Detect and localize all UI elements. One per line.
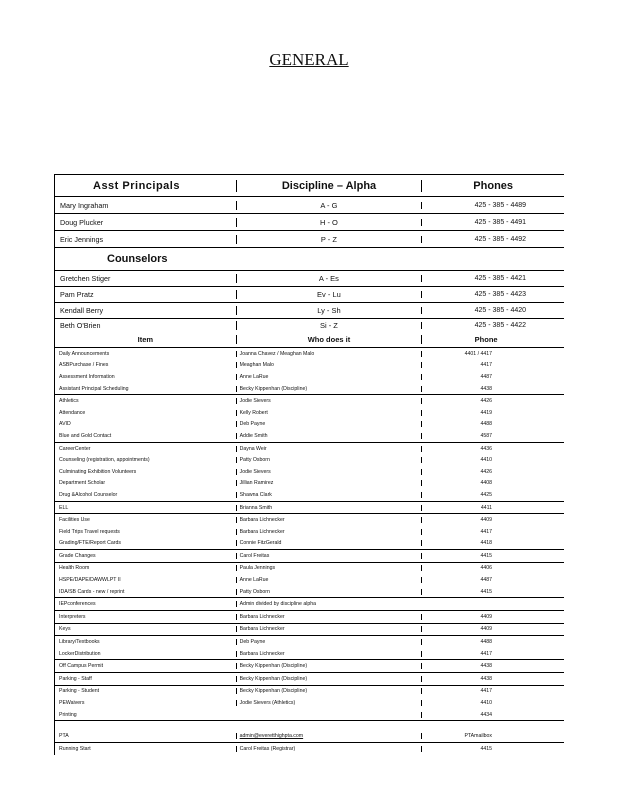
item-group [54, 623, 564, 636]
item-name: Interpreters [59, 613, 86, 620]
item-phone: 4415 [421, 746, 564, 752]
principal-phone: 425 - 385 - 4491 [421, 219, 564, 226]
item-name: IDA/SB Cards - new / reprint [59, 588, 125, 595]
item-name: Grading/FTE/Report Cards [59, 540, 121, 547]
item-contact: Brianna Smith [236, 505, 422, 511]
counselor-row [54, 286, 564, 302]
item-phone: 4438 [421, 386, 564, 392]
item-name: Running Start [59, 745, 91, 752]
item-contact: Becky Kippenhan (Discipline) [236, 386, 422, 392]
principal-name: Eric Jennings [60, 234, 104, 244]
counselor-phone: 425 - 385 - 4420 [421, 307, 564, 314]
item-name: Culminating Exhibition Volunteers [59, 468, 137, 475]
item-name: Assessment Information [59, 373, 115, 380]
item-name: Daily Announcements [59, 350, 110, 357]
counselor-name: Beth O'Brien [60, 320, 101, 330]
item-contact: Carol Freitas [236, 553, 422, 559]
item-group [54, 672, 564, 685]
item-row [55, 395, 564, 407]
item-row [55, 636, 564, 648]
item-row [55, 686, 564, 698]
item-row [55, 697, 564, 709]
item-name: Printing [59, 711, 77, 718]
principal-phone: 425 - 385 - 4489 [421, 202, 564, 209]
item-contact: Carol Freitas (Registrar) [236, 746, 422, 752]
discipline-range: P - Z [236, 235, 422, 244]
item-phone: 4417 [421, 688, 564, 694]
item-header: Item [137, 334, 154, 344]
item-group [54, 659, 564, 672]
item-contact: Anne LaRue [236, 577, 422, 583]
item-contact: Kelly Robert [236, 410, 422, 416]
phone-header: Phone [421, 335, 564, 344]
counselors-title: Counselors [107, 253, 168, 265]
item-contact: Barbara Lichnecker [236, 517, 422, 523]
item-row [55, 489, 564, 501]
counselor-phone: 425 - 385 - 4421 [421, 275, 564, 282]
item-row [55, 443, 564, 455]
item-phone: 4488 [421, 421, 564, 427]
item-contact: Deb Payne [236, 639, 422, 645]
item-name: IEPconferences [59, 601, 96, 608]
item-row [55, 660, 564, 672]
item-row [55, 371, 564, 383]
item-row [55, 466, 564, 478]
item-phone: 4408 [421, 480, 564, 486]
item-name: HSPE/DAPE/DAWWLPT II [59, 577, 121, 584]
item-name: AVID [59, 421, 71, 428]
item-contact: Patty Osborn [236, 589, 422, 595]
header-asst-principals: Asst Principals [93, 179, 180, 192]
item-group [54, 720, 564, 742]
item-row [55, 454, 564, 466]
item-phone: 4434 [421, 712, 564, 718]
item-group [54, 635, 564, 659]
item-row [55, 430, 564, 442]
item-row [55, 514, 564, 526]
item-phone: 4409 [421, 517, 564, 523]
item-contact: Deb Payne [236, 421, 422, 427]
item-name: Athletics [59, 398, 79, 405]
item-name: Grade Changes [59, 552, 96, 559]
header-discipline: Discipline – Alpha [236, 180, 422, 192]
item-phone: 4436 [421, 446, 564, 452]
item-name: CareerCenter [59, 445, 91, 452]
header-row [54, 174, 564, 196]
item-row [55, 538, 564, 550]
item-table-header [54, 331, 564, 347]
item-phone: 4488 [421, 639, 564, 645]
item-contact: Jodie Sievers [236, 398, 422, 404]
item-row [55, 611, 564, 623]
item-phone: PTAmailbox [421, 733, 564, 739]
item-contact: Patty Osborn [236, 457, 422, 463]
principal-row [54, 230, 564, 247]
item-contact: Jodie Sievers [236, 469, 422, 475]
item-contact: Jillian Ramirez [236, 480, 422, 486]
item-row [55, 586, 564, 598]
item-name: Library/Textbooks [59, 639, 100, 646]
item-name: Field Trips Travel requests [59, 528, 120, 535]
item-phone: 4411 [421, 505, 564, 511]
item-name: Drug &Alcohol Counselor [59, 491, 118, 498]
directory-sheet [54, 174, 564, 755]
item-phone: 4417 [421, 529, 564, 535]
discipline-range: H - O [236, 218, 422, 227]
item-phone: 4587 [421, 433, 564, 439]
item-contact: Anne LaRue [236, 374, 422, 380]
item-row [55, 550, 564, 562]
counselor-row [54, 270, 564, 286]
item-row [55, 730, 564, 742]
item-row [55, 419, 564, 431]
item-contact: Admin divided by discipline alpha [236, 601, 422, 607]
item-phone: 4410 [421, 700, 564, 706]
item-contact: Barbara Lichnecker [236, 614, 422, 620]
counselor-phone: 425 - 385 - 4423 [421, 291, 564, 298]
item-contact: Becky Kippenhan (Discipline) [236, 663, 422, 669]
item-contact: Meaghan Malo [236, 362, 422, 368]
item-row [55, 360, 564, 372]
item-phone: 4417 [421, 362, 564, 368]
item-group [54, 549, 564, 562]
item-contact: Addie Smith [236, 433, 422, 439]
item-phone: 4438 [421, 663, 564, 669]
page-title: GENERAL [269, 50, 349, 69]
item-phone: 4425 [421, 492, 564, 498]
counselors-section-header [54, 247, 564, 270]
item-row [55, 502, 564, 514]
counselor-row [54, 318, 564, 331]
item-contact: Connie FitzGerald [236, 540, 422, 546]
item-phone: 4426 [421, 398, 564, 404]
item-group [54, 742, 564, 755]
item-name: PEWaivers [59, 700, 85, 707]
item-group [54, 610, 564, 623]
item-phone: 4415 [421, 589, 564, 595]
item-contact: Paula Jennings [236, 565, 422, 571]
item-row [55, 574, 564, 586]
counselor-phone: 425 - 385 - 4422 [421, 322, 564, 329]
item-phone: 4409 [421, 626, 564, 632]
item-name: ASBPurchase / Fines [59, 362, 109, 369]
item-group [54, 685, 564, 721]
item-row [55, 526, 564, 538]
item-phone: 4487 [421, 374, 564, 380]
item-phone: 4406 [421, 565, 564, 571]
item-contact: Barbara Lichnecker [236, 626, 422, 632]
item-phone: 4419 [421, 410, 564, 416]
principal-row [54, 196, 564, 213]
item-contact: Jodie Sievers (Athletics) [236, 700, 422, 706]
item-name: Off Campus Permit [59, 663, 104, 670]
item-name: Attendance [59, 409, 86, 416]
item-row [55, 673, 564, 685]
counselor-name: Pam Pratz [60, 290, 94, 299]
item-contact: Dayna Weir [236, 446, 422, 452]
item-contact: Joanna Chavez / Meaghan Malo [236, 351, 422, 357]
item-contact: Shawna Clark [236, 492, 422, 498]
item-contact: admin@everetthighpta.com [236, 733, 422, 739]
item-phone: 4418 [421, 540, 564, 546]
item-group [54, 513, 564, 549]
item-phone: 4487 [421, 577, 564, 583]
item-row [55, 598, 564, 610]
item-name: LockerDistribution [59, 650, 101, 657]
principal-row [54, 213, 564, 230]
item-group [54, 597, 564, 610]
item-phone: 4401 / 4417 [421, 351, 564, 357]
counselor-range: Ev - Lu [236, 290, 422, 299]
item-group [54, 442, 564, 501]
item-group [54, 347, 564, 394]
item-row [55, 709, 564, 721]
principal-name: Mary Ingraham [60, 200, 109, 210]
item-name: PTA [59, 733, 69, 740]
item-contact: Becky Kippenhan (Discipline) [236, 676, 422, 682]
item-row [55, 624, 564, 636]
item-row [55, 383, 564, 395]
item-phone: 4409 [421, 614, 564, 620]
counselor-row [54, 302, 564, 318]
item-name: Counseling (registration, appointments) [59, 457, 150, 464]
item-row [55, 407, 564, 419]
item-row [55, 648, 564, 660]
header-phones: Phones [421, 180, 564, 192]
item-name: Blue and Gold Contact [59, 432, 112, 439]
who-header: Who does it [236, 335, 422, 344]
item-contact: Becky Kippenhan (Discipline) [236, 688, 422, 694]
item-name: Parking - Student [59, 688, 100, 695]
principal-phone: 425 - 385 - 4492 [421, 236, 564, 243]
item-name: Keys [59, 626, 71, 633]
item-phone: 4410 [421, 457, 564, 463]
counselor-range: Ly - Sh [236, 306, 422, 315]
item-row [55, 563, 564, 575]
discipline-range: A - G [236, 201, 422, 210]
item-contact: Barbara Lichnecker [236, 529, 422, 535]
item-phone: 4415 [421, 553, 564, 559]
item-phone: 4438 [421, 676, 564, 682]
item-name: Health Room [59, 565, 90, 572]
item-name: Department Scholar [59, 480, 106, 487]
item-phone: 4417 [421, 651, 564, 657]
item-group [54, 562, 564, 598]
item-group [54, 394, 564, 441]
item-row [55, 478, 564, 490]
principal-name: Doug Plucker [60, 217, 104, 227]
item-group [54, 501, 564, 514]
item-name: Parking - Staff [59, 675, 92, 682]
item-row [55, 348, 564, 360]
counselor-range: Si - Z [236, 321, 422, 330]
item-contact: Barbara Lichnecker [236, 651, 422, 657]
item-name: ELL [59, 504, 69, 511]
item-row [55, 743, 564, 755]
item-name: Assistant Principal Scheduling [59, 385, 129, 392]
item-phone: 4426 [421, 469, 564, 475]
counselor-name: Gretchen Stiger [60, 274, 111, 283]
counselor-range: A - Es [236, 274, 422, 283]
counselor-name: Kendall Berry [60, 306, 104, 315]
item-name: Facilities Use [59, 517, 90, 524]
